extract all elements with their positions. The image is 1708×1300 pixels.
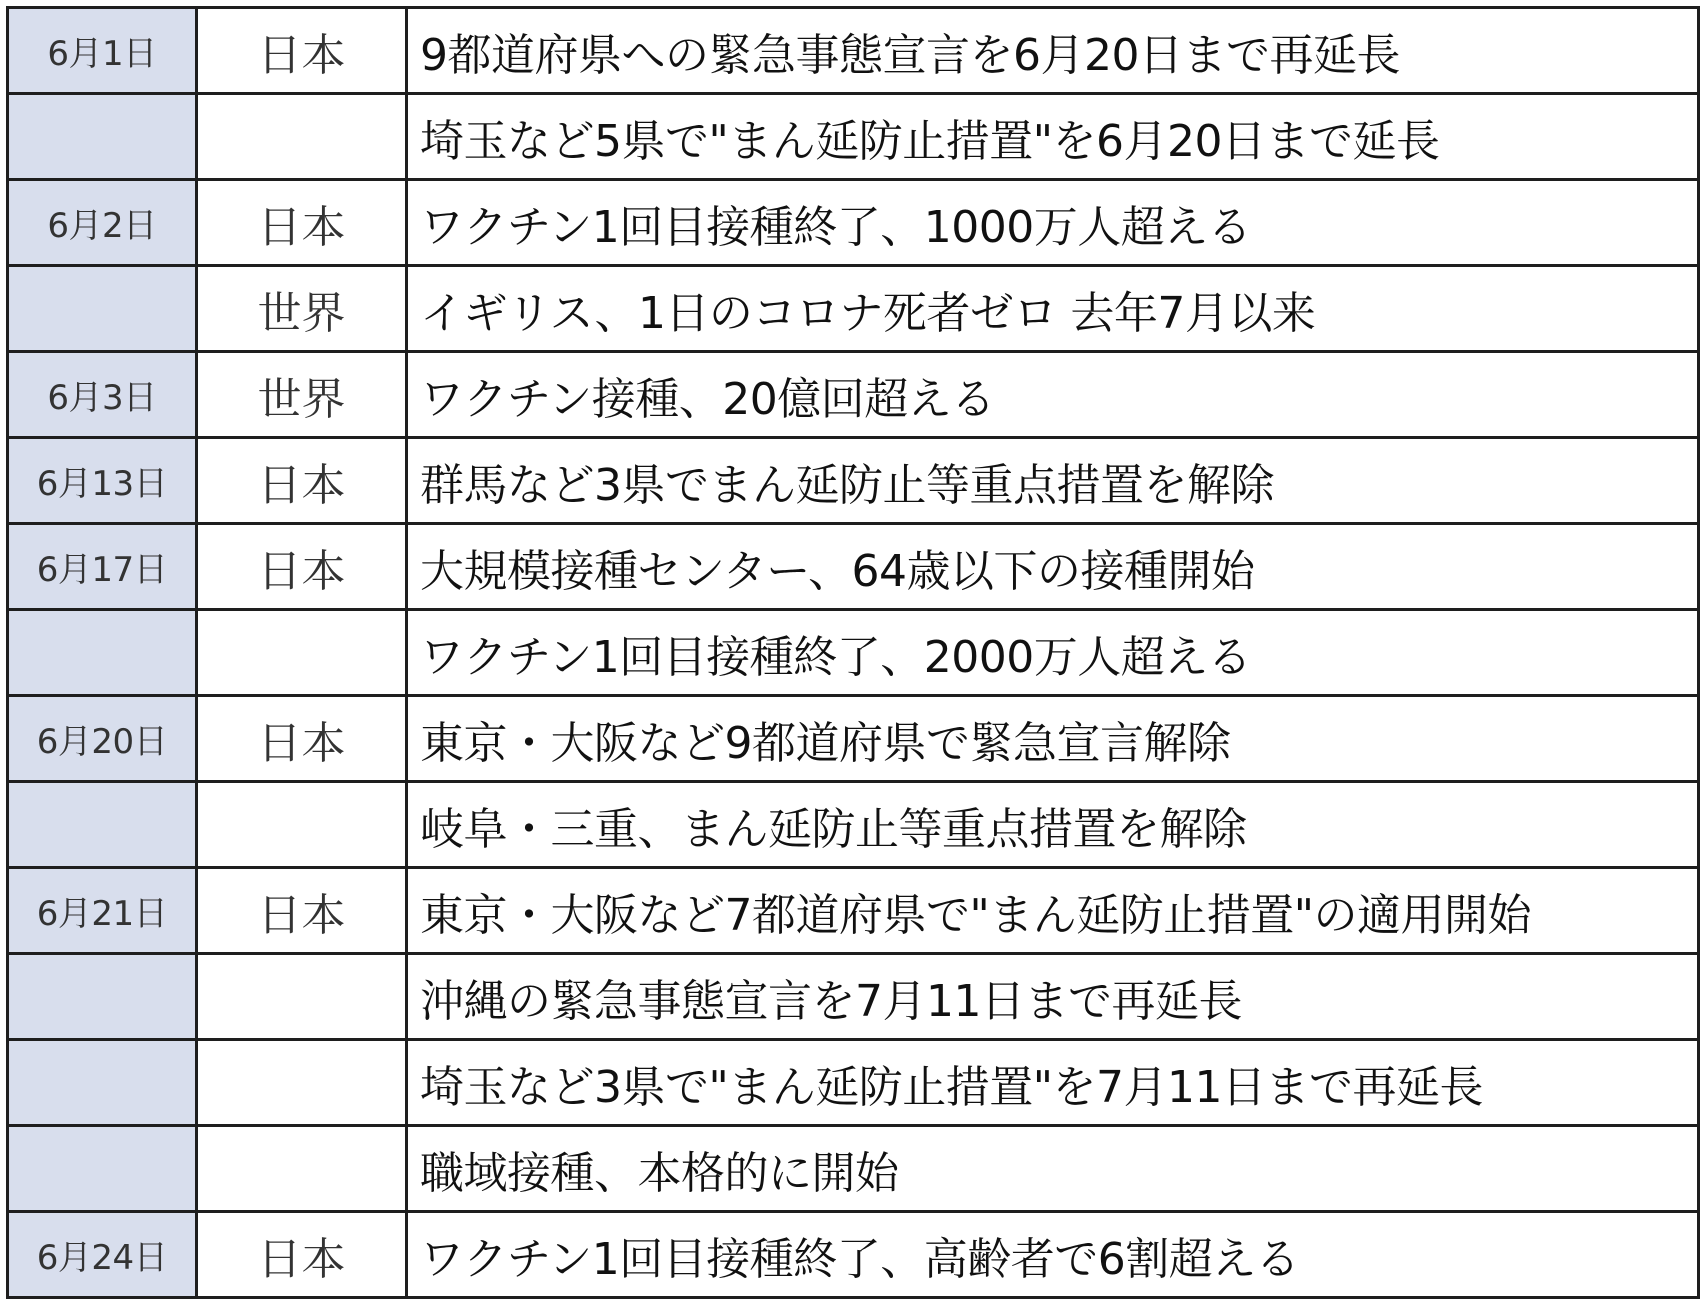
event-cell: ワクチン1回目接種終了、高齢者で6割超える bbox=[407, 1212, 1699, 1298]
event-cell: ワクチン1回目接種終了、2000万人超える bbox=[407, 610, 1699, 696]
event-cell: 埼玉など5県で"まん延防止措置"を6月20日まで延長 bbox=[407, 94, 1699, 180]
event-cell: 大規模接種センター、64歳以下の接種開始 bbox=[407, 524, 1699, 610]
date-cell bbox=[8, 94, 197, 180]
region-cell: 日本 bbox=[197, 180, 407, 266]
event-cell: 岐阜・三重、まん延防止等重点措置を解除 bbox=[407, 782, 1699, 868]
date-cell: 6月3日 bbox=[8, 352, 197, 438]
region-cell: 日本 bbox=[197, 524, 407, 610]
timeline-table bbox=[6, 6, 1700, 1299]
timeline-body bbox=[8, 8, 1699, 1298]
region-cell: 日本 bbox=[197, 8, 407, 94]
table-row bbox=[8, 352, 1699, 438]
date-cell bbox=[8, 1040, 197, 1126]
date-cell: 6月17日 bbox=[8, 524, 197, 610]
table-row bbox=[8, 8, 1699, 94]
event-cell: 東京・大阪など9都道府県で緊急宣言解除 bbox=[407, 696, 1699, 782]
table-row bbox=[8, 180, 1699, 266]
table-row bbox=[8, 1040, 1699, 1126]
table-row bbox=[8, 954, 1699, 1040]
table-row bbox=[8, 610, 1699, 696]
region-cell: 日本 bbox=[197, 868, 407, 954]
region-cell: 世界 bbox=[197, 266, 407, 352]
region-cell: 日本 bbox=[197, 438, 407, 524]
region-cell bbox=[197, 782, 407, 868]
event-cell: ワクチン1回目接種終了、1000万人超える bbox=[407, 180, 1699, 266]
region-cell bbox=[197, 610, 407, 696]
region-cell: 日本 bbox=[197, 696, 407, 782]
event-cell: 埼玉など3県で"まん延防止措置"を7月11日まで再延長 bbox=[407, 1040, 1699, 1126]
event-cell: 沖縄の緊急事態宣言を7月11日まで再延長 bbox=[407, 954, 1699, 1040]
table-row bbox=[8, 782, 1699, 868]
date-cell: 6月2日 bbox=[8, 180, 197, 266]
date-cell: 6月24日 bbox=[8, 1212, 197, 1298]
date-cell: 6月20日 bbox=[8, 696, 197, 782]
table-row bbox=[8, 266, 1699, 352]
event-cell: 職域接種、本格的に開始 bbox=[407, 1126, 1699, 1212]
table-row bbox=[8, 524, 1699, 610]
date-cell bbox=[8, 610, 197, 696]
event-cell: 東京・大阪など7都道府県で"まん延防止措置"の適用開始 bbox=[407, 868, 1699, 954]
table-row bbox=[8, 94, 1699, 180]
event-cell: 群馬など3県でまん延防止等重点措置を解除 bbox=[407, 438, 1699, 524]
region-cell: 世界 bbox=[197, 352, 407, 438]
date-cell bbox=[8, 954, 197, 1040]
event-cell: イギリス、1日のコロナ死者ゼロ 去年7月以来 bbox=[407, 266, 1699, 352]
table-row bbox=[8, 868, 1699, 954]
date-cell: 6月13日 bbox=[8, 438, 197, 524]
region-cell bbox=[197, 94, 407, 180]
event-cell: ワクチン接種、20億回超える bbox=[407, 352, 1699, 438]
event-cell: 9都道府県への緊急事態宣言を6月20日まで再延長 bbox=[407, 8, 1699, 94]
table-row bbox=[8, 696, 1699, 782]
region-cell bbox=[197, 1126, 407, 1212]
date-cell: 6月1日 bbox=[8, 8, 197, 94]
region-cell bbox=[197, 1040, 407, 1126]
date-cell bbox=[8, 782, 197, 868]
date-cell bbox=[8, 1126, 197, 1212]
region-cell: 日本 bbox=[197, 1212, 407, 1298]
table-row bbox=[8, 1126, 1699, 1212]
date-cell bbox=[8, 266, 197, 352]
date-cell: 6月21日 bbox=[8, 868, 197, 954]
table-row bbox=[8, 1212, 1699, 1298]
table-row bbox=[8, 438, 1699, 524]
region-cell bbox=[197, 954, 407, 1040]
